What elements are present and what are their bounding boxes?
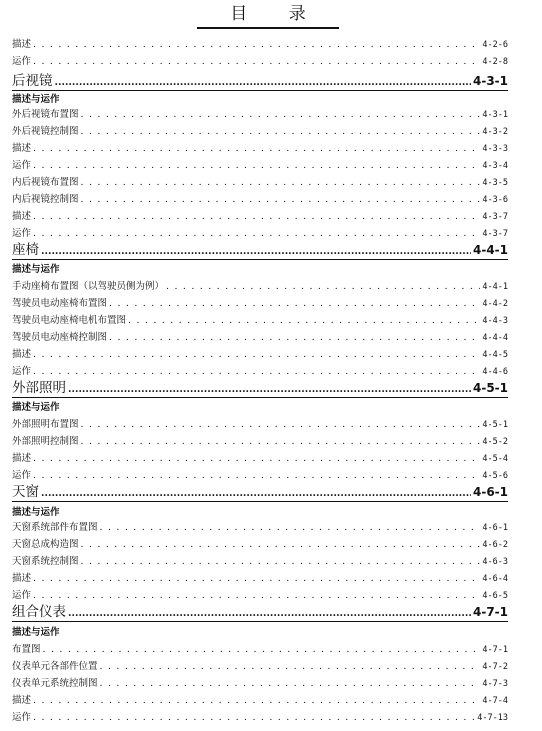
dot-leader: [100, 661, 481, 673]
toc-label: 外部照明布置图: [12, 419, 79, 430]
toc-page-number: 4-5-6: [482, 471, 508, 481]
toc-page-number: 4-3-7: [482, 212, 508, 222]
toc-page-number: 4-4-6: [482, 367, 508, 377]
dot-leader: [33, 695, 480, 707]
toc-label: 仪表单元系统控制图: [12, 678, 98, 689]
toc-page-number: 4-3-7: [482, 229, 508, 239]
chapter-rule: [12, 90, 508, 91]
toc-label: 手动座椅布置图（以驾驶员侧为例）: [12, 281, 165, 292]
toc-page-number: 4-4-5: [482, 350, 508, 360]
toc-label: 描述: [12, 349, 32, 360]
dot-leader: [68, 606, 471, 622]
dot-leader: [33, 56, 480, 68]
toc-page-number: 4-6-1: [472, 485, 508, 499]
toc-entry-row[interactable]: [12, 695, 508, 707]
dot-leader: [41, 486, 471, 502]
toc-entry-row[interactable]: [12, 366, 508, 378]
toc-chapter-row[interactable]: [12, 242, 508, 260]
toc-chapter-row[interactable]: [12, 380, 508, 398]
toc-label: 描述与运作: [12, 627, 60, 638]
toc-entry-row[interactable]: [12, 539, 508, 551]
toc-label: 后视镜: [12, 73, 53, 89]
toc-entry-row[interactable]: [12, 143, 508, 155]
toc-page-number: 4-6-4: [482, 574, 508, 584]
toc-label: 运作: [12, 160, 32, 171]
toc-page-number: 4-2-8: [482, 57, 508, 67]
toc-entry-row[interactable]: [12, 298, 508, 310]
toc-entry-row[interactable]: [12, 590, 508, 602]
toc-label: 仪表单元各部件位置: [12, 661, 98, 672]
toc-page-number: 4-7-2: [482, 662, 508, 672]
dot-leader: [33, 211, 480, 223]
chapter-rule: [12, 259, 508, 260]
toc-label: 布置图: [12, 644, 41, 655]
toc-entry-row[interactable]: [12, 419, 508, 431]
toc-label: 驾驶员电动座椅电机布置图: [12, 315, 127, 326]
toc-label: 内后视镜控制图: [12, 194, 79, 205]
dot-leader: [81, 556, 481, 568]
dot-leader: [43, 644, 481, 656]
dot-leader: [109, 332, 480, 344]
toc-page-number: 4-4-1: [472, 243, 508, 257]
dot-leader: [81, 126, 481, 138]
toc-label: 外后视镜布置图: [12, 109, 79, 120]
dot-leader: [33, 470, 480, 482]
toc-label: 组合仪表: [12, 604, 66, 620]
toc-label: 驾驶员电动座椅控制图: [12, 332, 108, 343]
toc-label: 运作: [12, 712, 32, 723]
toc-label: 描述与运作: [12, 402, 60, 413]
toc-page-number: 4-5-1: [472, 381, 508, 395]
toc-entry-row[interactable]: [12, 281, 508, 293]
toc-page-number: 4-2-6: [482, 40, 508, 50]
dot-leader: [128, 315, 480, 327]
dot-leader: [33, 160, 480, 172]
toc-label: 运作: [12, 228, 32, 239]
chapter-rule: [12, 397, 508, 398]
toc-section-heading: [12, 402, 508, 414]
dot-leader: [33, 228, 480, 240]
toc-label: 描述与运作: [12, 507, 60, 518]
toc-entry-row[interactable]: [12, 315, 508, 327]
toc-section-heading: [12, 627, 508, 639]
toc-entry-row[interactable]: [12, 522, 508, 534]
toc-page-number: 4-7-13: [477, 713, 508, 723]
toc-entry-row[interactable]: [12, 126, 508, 138]
dot-leader: [55, 75, 471, 91]
toc-entry-row[interactable]: [12, 556, 508, 568]
toc-page-number: 4-6-1: [482, 523, 508, 533]
dot-leader: [33, 453, 480, 465]
toc-label: 驾驶员电动座椅布置图: [12, 298, 108, 309]
toc-page-number: 4-7-1: [472, 605, 508, 619]
toc-page-number: 4-5-4: [482, 454, 508, 464]
toc-label: 运作: [12, 590, 32, 601]
toc-label: 天窗系统部件布置图: [12, 522, 98, 533]
toc-label: 运作: [12, 470, 32, 481]
toc-entry-row[interactable]: [12, 644, 508, 656]
toc-page-number: 4-7-3: [482, 679, 508, 689]
dot-leader: [100, 522, 481, 534]
toc-page-number: 4-5-1: [482, 420, 508, 430]
toc-page-number: 4-3-6: [482, 195, 508, 205]
toc-chapter-row[interactable]: [12, 484, 508, 502]
toc-label: 天窗系统控制图: [12, 556, 79, 567]
toc-page-number: 4-3-2: [482, 127, 508, 137]
toc-entry-row[interactable]: [12, 177, 508, 189]
toc-page-number: 4-4-1: [482, 282, 508, 292]
toc-section-heading: [12, 264, 508, 276]
toc-label: 外部照明: [12, 380, 66, 396]
dot-leader: [33, 366, 480, 378]
toc-entry-row[interactable]: [12, 470, 508, 482]
dot-leader: [33, 349, 480, 361]
toc-page-number: 4-3-1: [482, 110, 508, 120]
toc-label: 运作: [12, 366, 32, 377]
toc-chapter-row[interactable]: [12, 604, 508, 622]
toc-label: 座椅: [12, 242, 39, 258]
toc-label: 外部照明控制图: [12, 436, 79, 447]
dot-leader: [81, 109, 481, 121]
toc-page-number: 4-7-1: [482, 645, 508, 655]
chapter-rule: [12, 501, 508, 502]
toc-page-number: 4-7-4: [482, 696, 508, 706]
toc-entry-row[interactable]: [12, 39, 508, 51]
toc-entry-row[interactable]: [12, 194, 508, 206]
toc-label: 外后视镜控制图: [12, 126, 79, 137]
toc-label: 描述与运作: [12, 94, 60, 105]
toc-section-heading: [12, 94, 508, 106]
toc-label: 天窗总成构造图: [12, 539, 79, 550]
toc-entry-row[interactable]: [12, 661, 508, 673]
toc-page-number: 4-3-3: [482, 144, 508, 154]
toc-label: 描述: [12, 573, 32, 584]
dot-leader: [33, 39, 480, 51]
toc-page-number: 4-6-2: [482, 540, 508, 550]
toc-page-number: 4-4-3: [482, 316, 508, 326]
toc-chapter-row[interactable]: [12, 73, 508, 91]
toc-entry-row[interactable]: [12, 712, 508, 724]
toc-label: 描述: [12, 211, 32, 222]
page-title: 目 录: [230, 4, 324, 24]
toc-page-number: 4-4-2: [482, 299, 508, 309]
toc-entry-row[interactable]: [12, 453, 508, 465]
toc-entry-row[interactable]: [12, 332, 508, 344]
toc-label: 天窗: [12, 484, 39, 500]
toc-page-number: 4-5-2: [482, 437, 508, 447]
dot-leader: [81, 419, 481, 431]
dot-leader: [166, 281, 480, 293]
toc-page-number: 4-6-5: [482, 591, 508, 601]
dot-leader: [33, 573, 480, 585]
toc-label: 运作: [12, 56, 32, 67]
toc-label: 描述: [12, 695, 32, 706]
dot-leader: [68, 382, 471, 398]
dot-leader: [33, 590, 480, 602]
toc-label: 描述: [12, 39, 32, 50]
toc-entry-row[interactable]: [12, 56, 508, 68]
dot-leader: [109, 298, 480, 310]
toc-label: 描述: [12, 143, 32, 154]
dot-leader: [41, 244, 471, 260]
toc-label: 描述: [12, 453, 32, 464]
toc-section-heading: [12, 507, 508, 519]
chapter-rule: [12, 621, 508, 622]
toc-page-number: 4-6-3: [482, 557, 508, 567]
dot-leader: [81, 539, 481, 551]
toc-label: 描述与运作: [12, 264, 60, 275]
toc-entry-row[interactable]: [12, 109, 508, 121]
toc-page-number: 4-4-4: [482, 333, 508, 343]
dot-leader: [81, 194, 481, 206]
toc-label: 内后视镜布置图: [12, 177, 79, 188]
toc-entry-row[interactable]: [12, 160, 508, 172]
dot-leader: [33, 712, 475, 724]
dot-leader: [81, 436, 481, 448]
toc-page-number: 4-3-4: [482, 161, 508, 171]
dot-leader: [33, 143, 480, 155]
toc-entry-row[interactable]: [12, 211, 508, 223]
toc-entry-row[interactable]: [12, 573, 508, 585]
toc-entry-row[interactable]: [12, 678, 508, 690]
toc-entry-row[interactable]: [12, 349, 508, 361]
toc-entry-row[interactable]: [12, 228, 508, 240]
dot-leader: [81, 177, 481, 189]
dot-leader: [100, 678, 481, 690]
toc-entry-row[interactable]: [12, 436, 508, 448]
toc-page-number: 4-3-1: [472, 74, 508, 88]
toc-page-number: 4-3-5: [482, 178, 508, 188]
